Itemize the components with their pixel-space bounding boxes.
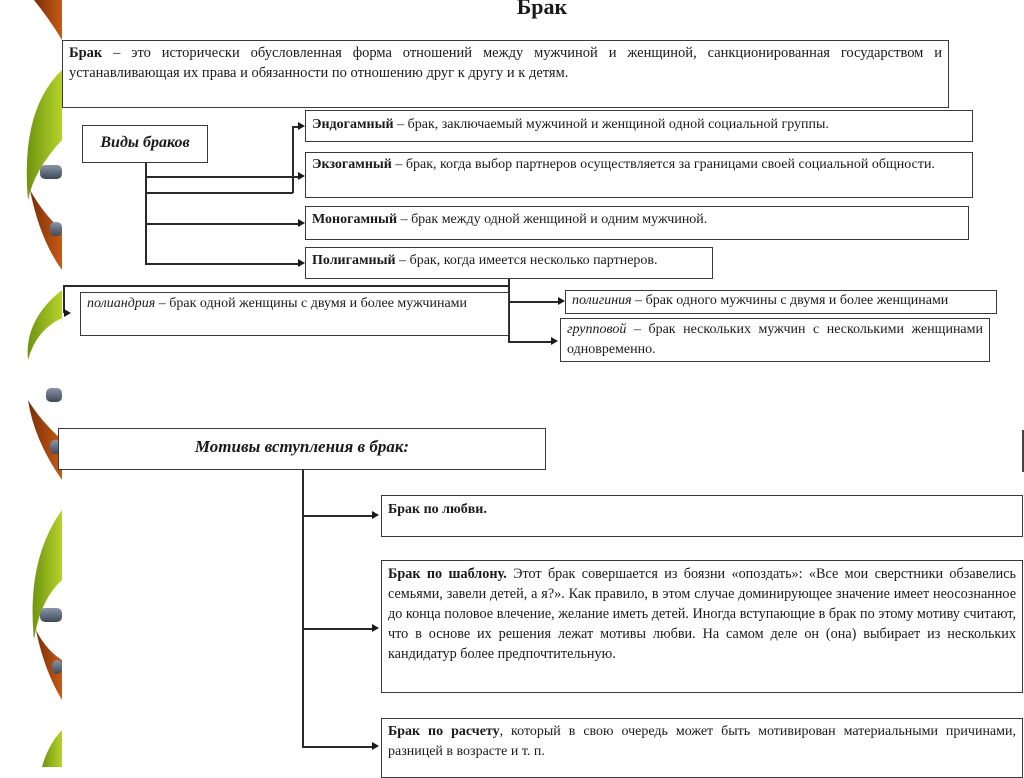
arrow-icon [558, 297, 565, 305]
subtype-term: полиандрия [87, 296, 156, 311]
motives-heading-box [58, 428, 546, 470]
type-text: – брак, когда выбор партнеров осуществляется за границами своей социальной общности. [391, 157, 935, 172]
connector [302, 515, 374, 517]
connector [145, 163, 147, 263]
motive-text: , который в свою очередь может быть мотивирован материальными причинами, разницей в возрасте и т. п. [388, 724, 1016, 759]
connector [302, 470, 304, 747]
type-term: Моногамный [312, 212, 398, 227]
connector [145, 263, 300, 265]
arrow-icon [298, 219, 305, 227]
types-heading-box [82, 125, 208, 163]
type-text: – брак, заключаемый мужчиной и женщиной одной социальной группы. [393, 117, 829, 132]
definition-box [62, 40, 949, 108]
subtype-text: – брак нескольких мужчин с несколькими женщинами одновременно. [567, 322, 983, 357]
type-term: Полигамный [312, 253, 396, 268]
type-text: – брак, когда имеется несколько партнеров. [395, 253, 658, 268]
motive-term: Брак по шаблону. [388, 566, 507, 582]
connector [145, 223, 300, 225]
type-endogamy-box [305, 110, 973, 142]
connector [145, 176, 300, 178]
connector [145, 192, 293, 194]
motive-calculation-box [381, 718, 1023, 778]
motive-love-box [381, 495, 1023, 537]
connector [302, 746, 374, 748]
subtype-term: групповой [567, 322, 627, 337]
definition-term: Брак [69, 45, 103, 61]
arrow-icon [372, 511, 379, 519]
connector [508, 341, 553, 343]
type-term: Эндогамный [312, 117, 394, 132]
types-heading: Виды браков [100, 134, 190, 151]
arrow-icon [298, 172, 305, 180]
motives-heading: Мотивы вступления в брак: [194, 437, 410, 456]
motive-term: Брак по расчету [388, 724, 500, 739]
type-monogamy-box [305, 206, 969, 240]
definition-text: – это исторически обусловленная форма отношений между мужчиной и женщиной, санкционированная государством и устанавливающая их права и обязанности по отношению друг к другу и к детям. [69, 45, 942, 81]
type-text: – брак между одной женщиной и одним мужчиной. [397, 212, 708, 227]
subtype-text: – брак одного мужчины с двумя и более женщинами [631, 293, 949, 308]
motive-template-box [381, 560, 1023, 693]
subtype-polygyny-box [565, 290, 997, 314]
type-polygamy-box [305, 247, 713, 279]
type-exogamy-box [305, 152, 973, 198]
subtype-term: полигиния [572, 293, 632, 308]
arrow-icon [551, 337, 558, 345]
subtype-group-box [560, 318, 990, 362]
subtype-text: – брак одной женщины с двумя и более мужчинами [155, 296, 468, 311]
arrow-icon [298, 259, 305, 267]
subtype-polyandry-box [80, 292, 509, 336]
arrow-icon [372, 624, 379, 632]
motive-term: Брак по любви. [388, 502, 487, 517]
connector [508, 301, 560, 303]
connector [63, 285, 509, 287]
arrow-icon [372, 742, 379, 750]
arrow-icon [298, 122, 305, 130]
connector [302, 628, 374, 630]
connector [292, 126, 294, 193]
page-title: Брак [516, 0, 568, 19]
arrow-icon [64, 309, 71, 317]
dna-helix-decoration-icon [0, 0, 64, 767]
type-term: Экзогамный [312, 157, 392, 172]
motive-text: Этот брак совершается из боязни «опоздать»: «Все мои сверстники обзавелись семьями, завели детей, а я?». Как правило, в этом случае доминирующее значение имеет неосознанное до конца половое влечение, желание иметь детей. Иногда вступающие в брак по этому мотиву считают, что в основе их решения лежат мотивы любви. На самом деле он (она) выбирает из нескольких кандидатур более предпочтительную. [388, 566, 1016, 662]
